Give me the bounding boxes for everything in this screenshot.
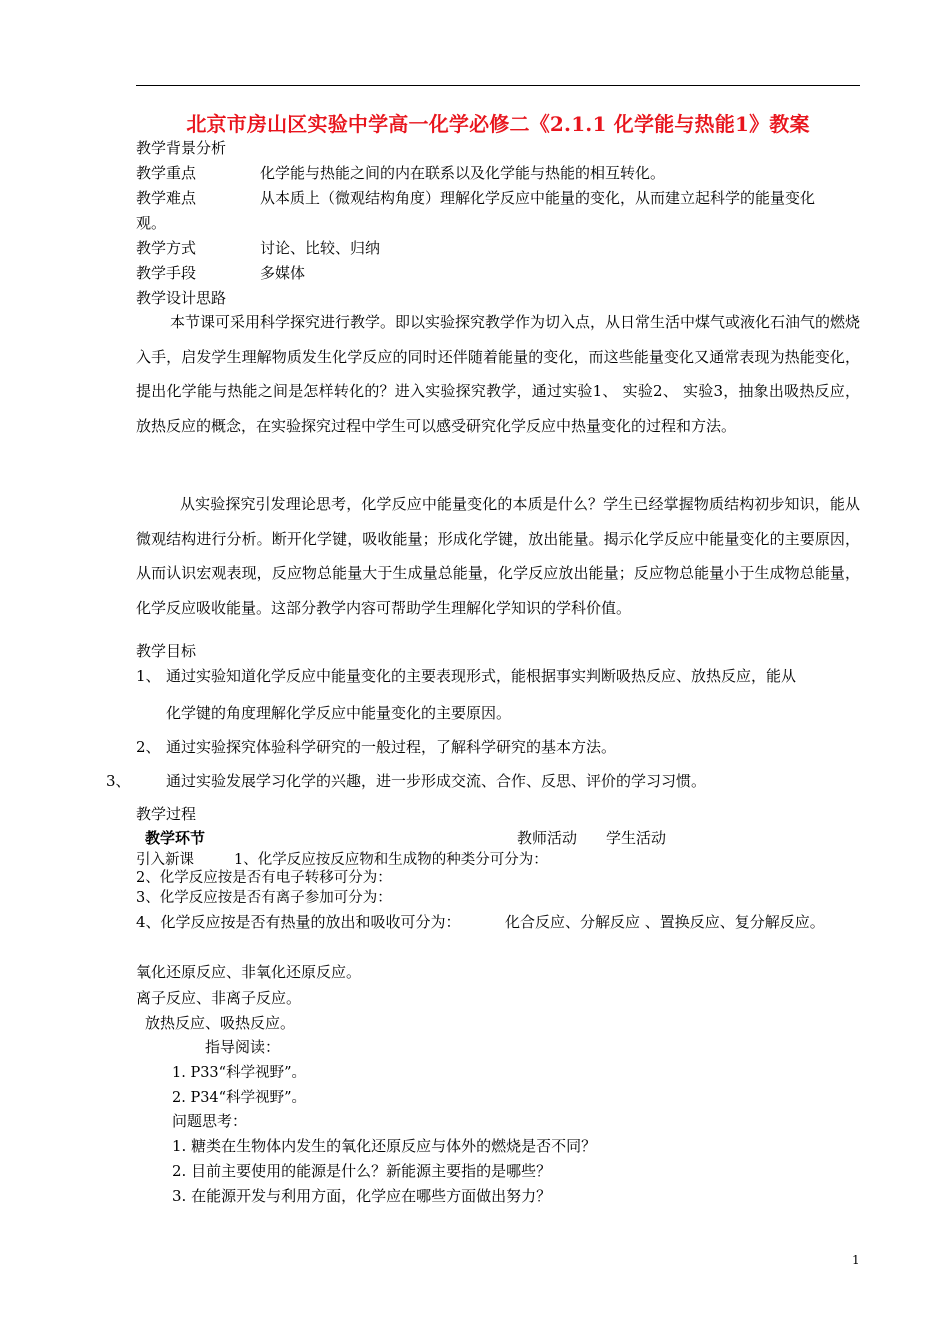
question-4: 4、化学反应按是否有热量的放出和吸收可分为： [136,913,461,931]
thinking-item-2: 2. 目前主要使用的能源是什么？新能源主要指的是哪些？ [172,1162,552,1180]
means-label: 教学手段 [136,264,197,282]
question-1: 1、化学反应按反应物和生成物的种类分可分为： [234,852,548,868]
guided-reading-item-2: 2. P34“科学视野”。 [172,1090,306,1106]
goal-3-text: 通过实验发展学习化学的兴趣，进一步形成交流、合作、反思、评价的学习习惯。 [166,772,707,790]
goal-1-line-1: 通过实验知道化学反应中能量变化的主要表现形式，能根据事实判断吸热反应、放热反应，能从 [166,667,797,685]
document-title: 北京市房山区实验中学高一化学必修二《2.1.1 化学能与热能1》教案 [186,112,810,136]
difficulties-value-cont: 观。 [136,214,167,232]
table-header-teacher: 教师活动 [517,829,578,847]
design-paragraph-1: 本节课可采用科学探究进行教学。即以实验探究教学作为切入点，从日常生活中煤气或液化石油气的燃烧入手，启发学生理解物质发生化学反应的同时还伴随着能量的变化，而这些能量变化又通常表现为热能变化，提出化学能与热能之间是怎样转化的？进入实验探究教学，通过实验1、 实验2、 实验3，抽象出吸热反应，放热反应的概念，在实验探究过程中学生可以感受研究化学反应中热量变化的过程和方法。 [136,313,861,435]
guided-reading-label: 指导阅读： [205,1038,281,1056]
difficulties-value: 从本质上（微观结构角度）理解化学反应中能量的变化，从而建立起科学的能量变化 [260,189,816,207]
intro-stage: 引入新课 [136,852,194,868]
method-label: 教学方式 [136,239,197,257]
question-2: 2、化学反应按是否有电子转移可分为： [136,870,392,886]
table-header-student: 学生活动 [606,829,667,847]
answer-composition: 化合反应、分解反应 、置换反应、复分解反应。 [505,913,825,931]
thinking-label: 问题思考： [172,1112,248,1130]
difficulties-label: 教学难点 [136,189,197,207]
page-number: 1 [852,1253,860,1267]
goal-2-text: 通过实验探究体验科学研究的一般过程，了解科学研究的基本方法。 [166,738,617,756]
design-paragraph-2: 从实验探究引发理论思考，化学反应中能量变化的本质是什么？学生已经掌握物质结构初步知识，能从微观结构进行分析。断开化学键，吸收能量；形成化学键，放出能量。揭示化学反应中能量变化的主要原因，从而认识宏观表现，反应物总能量大于生成量总能量，化学反应放出能量；反应物总能量小于生成物总能量，化学反应吸收能量。这部分教学内容可帮助学生理解化学知识的学科价值。 [136,495,860,617]
goal-1-line-2: 化学键的角度理解化学反应中能量变化的主要原因。 [166,704,512,722]
key-points-value: 化学能与热能之间的内在联系以及化学能与热能的相互转化。 [260,164,666,182]
answer-ionic: 离子反应、非离子反应。 [136,989,302,1007]
design-heading: 教学设计思路 [136,289,227,307]
process-heading: 教学过程 [136,805,197,823]
means-value: 多媒体 [260,264,306,282]
guided-reading-item-1: 1. P33“科学视野”。 [172,1065,306,1081]
answer-redox: 氧化还原反应、非氧化还原反应。 [136,963,362,981]
goal-1-number: 1、 [136,667,161,685]
header-rule [136,85,860,86]
background-heading: 教学背景分析 [136,139,227,157]
method-value: 讨论、比较、归纳 [260,239,381,257]
key-points-label: 教学重点 [136,164,197,182]
question-3: 3、化学反应按是否有离子参加可分为： [136,890,392,906]
thinking-item-3: 3. 在能源开发与利用方面，化学应在哪些方面做出努力？ [172,1187,552,1205]
table-header-stage: 教学环节 [145,829,206,847]
answer-thermal: 放热反应、吸热反应。 [145,1014,296,1032]
goal-3-number: 3、 [106,772,131,790]
goals-heading: 教学目标 [136,642,197,660]
goal-2-number: 2、 [136,738,161,756]
thinking-item-1: 1. 糖类在生物体内发生的氧化还原反应与体外的燃烧是否不同？ [172,1137,597,1155]
